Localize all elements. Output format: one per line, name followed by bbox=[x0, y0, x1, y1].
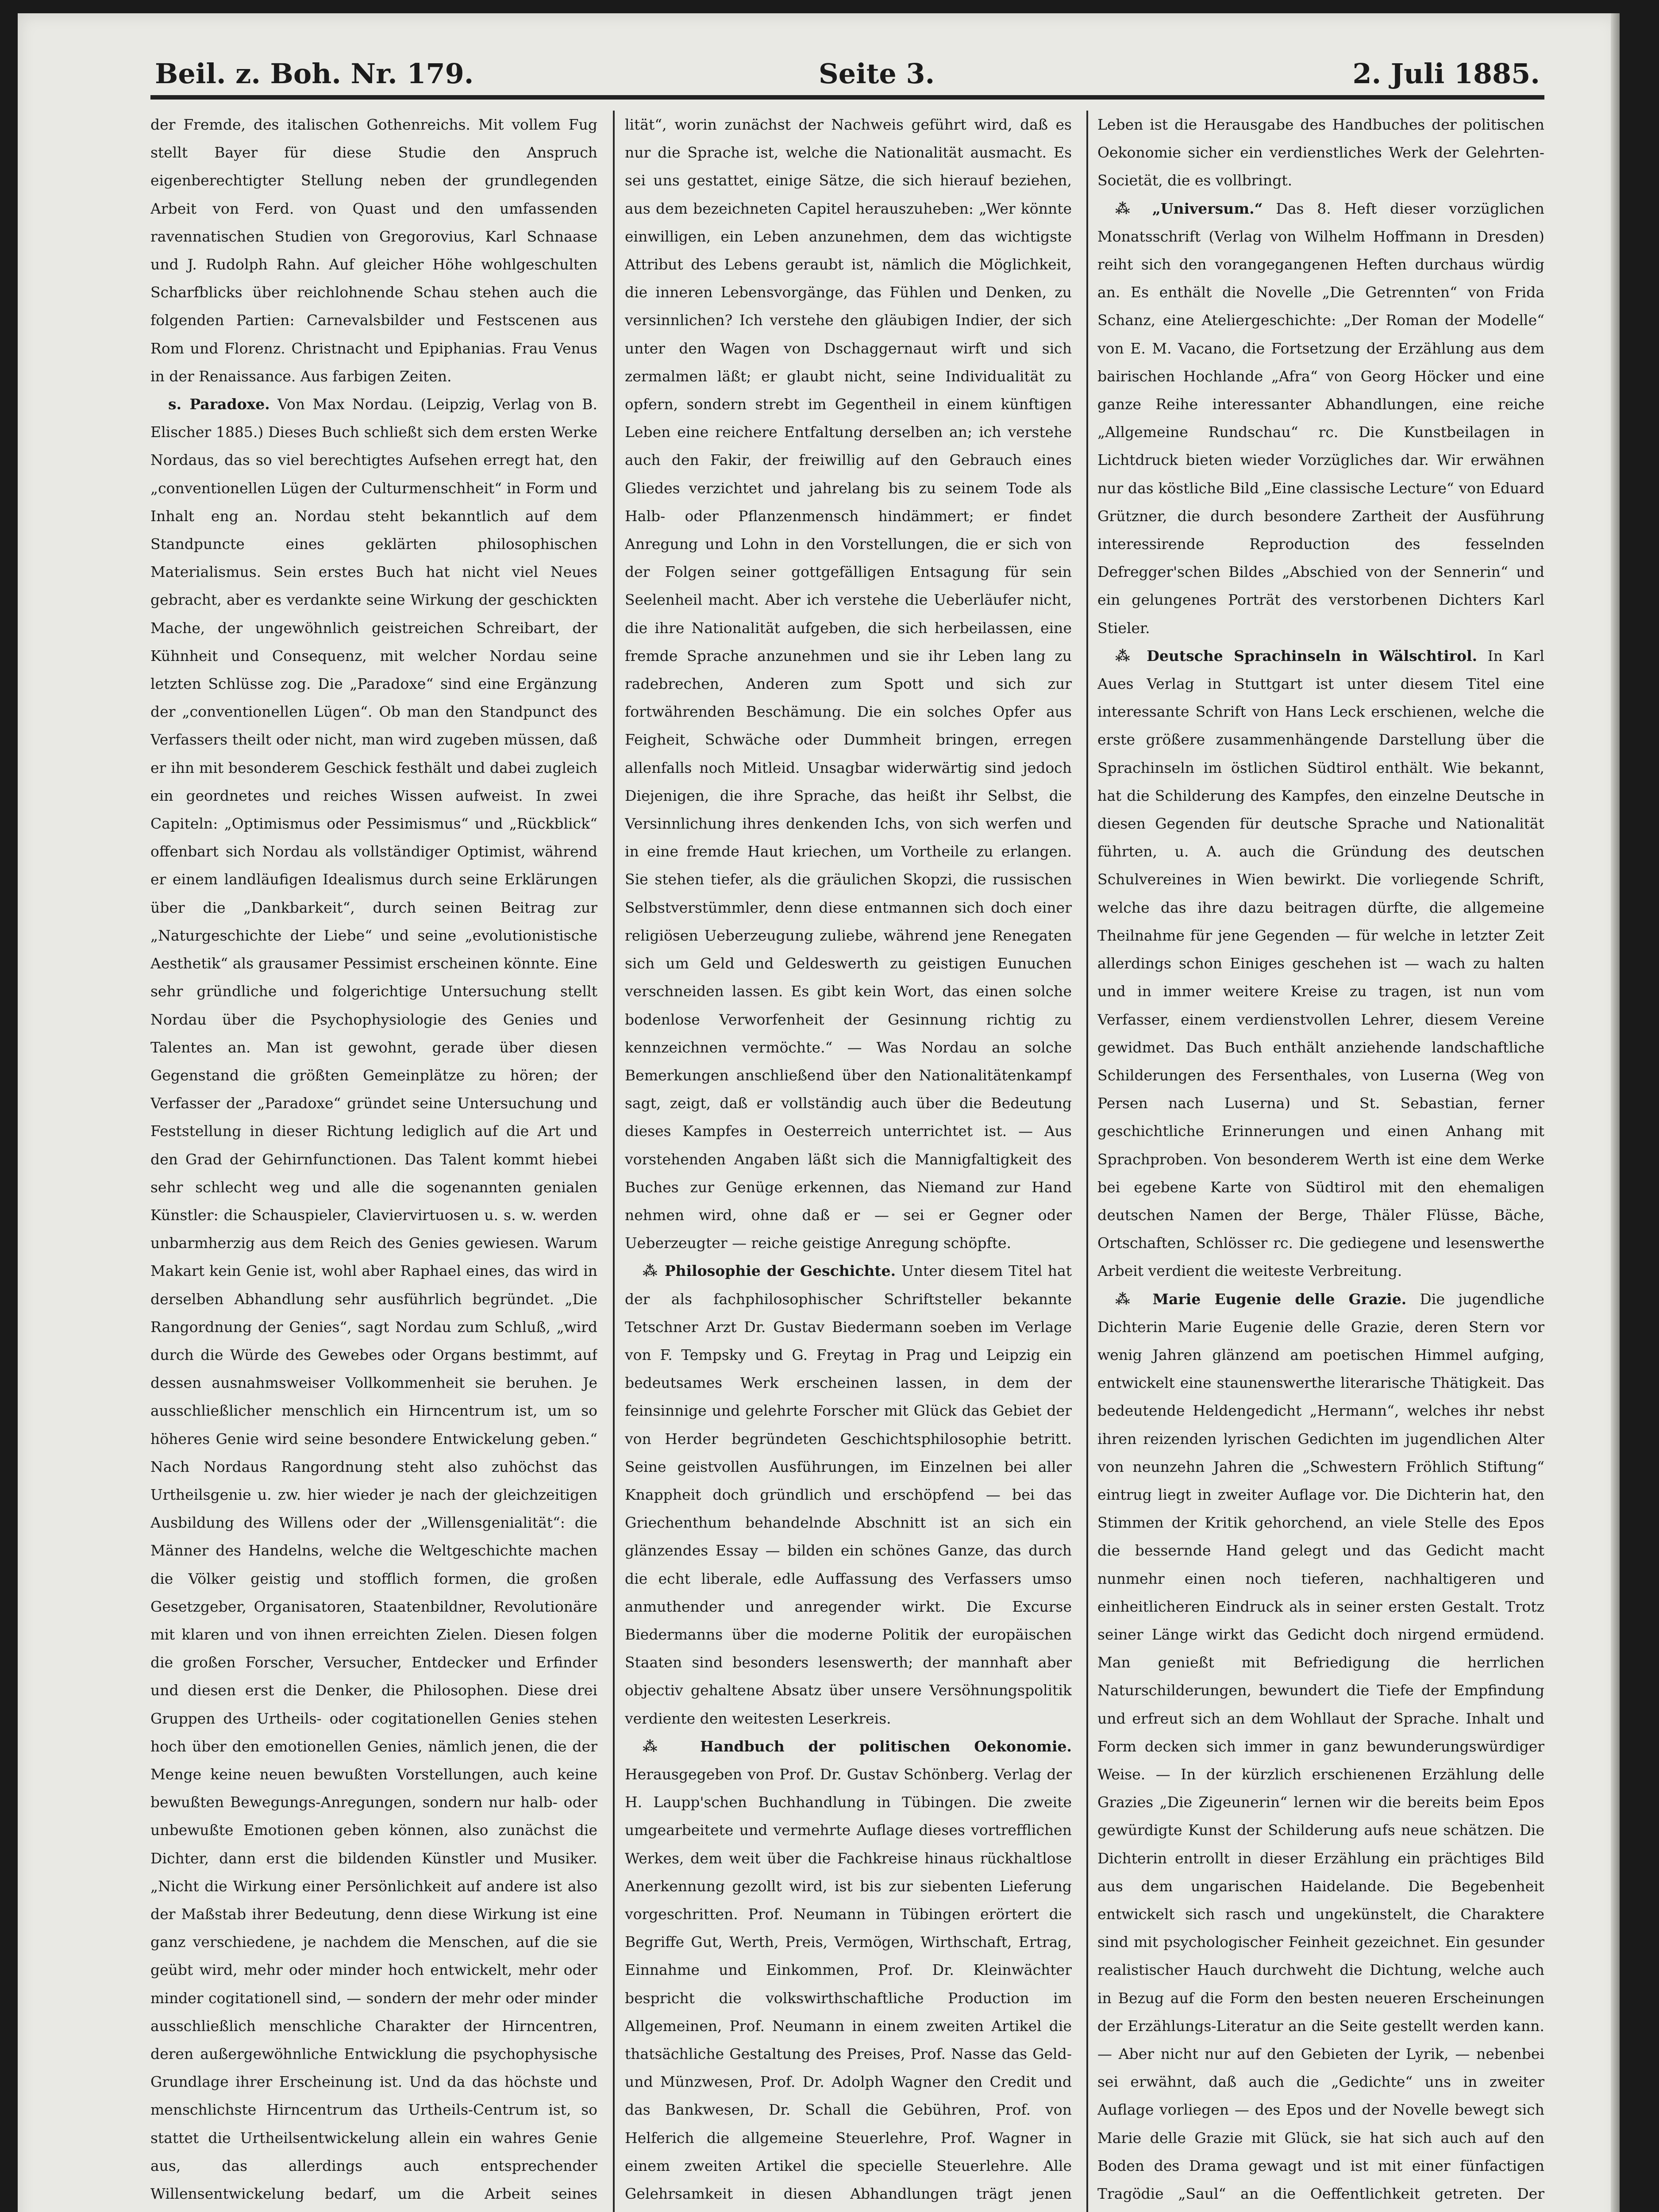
article-paragraph bbox=[1097, 195, 1544, 642]
column-2 bbox=[625, 111, 1072, 2212]
header-page-number: Seite 3. bbox=[819, 58, 935, 90]
article-text: lität“, worin zunächst der Nachweis geführt wird, daß es nur die Sprache ist, welche die Nationalität ausmacht. Es sei uns gestattet, einige Sätze, die sich hierauf beziehen, aus dem bezeichneten Capitel herauszuheben: „Wer könnte einwilligen, ein Leben anzunehmen, dem das wichtigste Attribut des Lebens geraubt ist, nämlich die Möglichkeit, die inneren Lebensvorgänge, das Fühlen und Denken, zu versinnlichen? Ich verstehe den gläubigen Indier, der sich unter den Wagen von Dschaggernaut wirft und sich zermalmen läßt; er glaubt nicht, seine Individualität zu opfern, sondern strebt im Gegentheil in einem künftigen Leben eine reichere Entfaltung derselben an; ich verstehe auch den Fakir, der freiwillig auf den Gebrauch eines Gliedes verzichtet und jahrelang bis zu seinem Tode als Halb- oder Pflanzenmensch hindämmert; er findet Anregung und Lohn in den Vorstellungen, die er sich von der Folgen seiner gottgefälligen Entsagung für sein Seelenheil macht. Aber ich verstehe die Ueberläufer nicht, die ihre Nationalität aufgeben, die sich herbeilassen, eine fremde Sprache anzunehmen und sie ihr Leben lang zu radebrechen, Anderen zum Spott und sich zur fortwährenden Beschämung. Die ein solches Opfer aus Feigheit, Schwäche oder Dummheit bringen, erregen allenfalls noch Mitleid. Unsagbar widerwärtig sind jedoch Diejenigen, die ihre Sprache, das heißt ihr Selbst, die Versinnlichung ihres denkenden Ichs, von sich werfen und in eine fremde Haut kriechen, um Vortheile zu erlangen. Sie stehen tiefer, als die gräulichen Skopzi, die russischen Selbstverstümmler, denn diese entmannen sich doch einer religiösen Ueberzeugung zuliebe, während jene Renegaten sich um Geld und Geldeswerth zu geistigen Eunuchen verschneiden lassen. Es gibt kein Wort, das einen solche bodenlose Verworfenheit der Gesinnung richtig zu kennzeichnen vermöchte.“ — Was Nordau an solche Bemerkungen anschließend über den Nationalitätenkampf sagt, zeigt, daß er vollständig auch über die Bedeutung dieses Kampfes in Oesterreich unterrichtet ist. — Aus vorstehenden Angaben läßt sich die Mannigfaltigkeit des Buches zur Genüge erkennen, das Niemand zur Hand nehmen wird, ohne daß er — sei er Gegner oder Ueberzeugter — reiche geistige Anregung schöpfte. bbox=[625, 116, 1072, 1252]
column-1 bbox=[150, 111, 597, 2212]
article-paragraph bbox=[150, 111, 597, 390]
article-paragraph bbox=[150, 390, 597, 2212]
article-title: ⁂ Deutsche Sprachinseln in Wälschtirol. bbox=[1115, 647, 1478, 664]
column-divider-2 bbox=[1086, 111, 1088, 2212]
header-rule bbox=[150, 95, 1544, 100]
article-paragraph bbox=[1097, 642, 1544, 1285]
article-text: der Fremde, des italischen Gothenreichs. Mit vollem Fug stellt Bayer für diese Studie den Anspruch eigenberechtigter Stellung neben der grundlegenden Arbeit von Ferd. von Quast und den umfassenden ravennatischen Studien von Gregorovius, Karl Schnaase und J. Rudolph Rahn. Auf gleicher Höhe wohlgeschulten Scharfblicks über reichlohnende Schau stehen auch die folgenden Partien: Carnevalsbilder und Festscenen aus Rom und Florenz. Christnacht und Epiphanias. Frau Venus in der Renaissance. Aus farbigen Zeiten. bbox=[150, 116, 597, 385]
article-text: Leben ist die Herausgabe des Handbuches der politischen Oekonomie sicher ein verdienstliches Werk der Gelehrten-Societät, die es vollbringt. bbox=[1097, 116, 1544, 189]
article-title: s. Paradoxe. bbox=[168, 396, 270, 413]
column-3 bbox=[1097, 111, 1544, 2212]
article-text: Herausgegeben von Prof. Dr. Gustav Schönberg. Verlag der H. Laupp'schen Buchhandlung in Tübingen. Die zweite umgearbeitete und vermehrte Auflage dieses vortrefflichen Werkes, dem weit über die Fachkreise hinaus rückhaltlose Anerkennung gezollt wird, ist bis zur siebenten Lieferung vorgeschritten. Prof. Neumann in Tübingen erörtert die Begriffe Gut, Werth, Preis, Vermögen, Wirthschaft, Ertrag, Einnahme und Einkommen, Prof. Dr. Kleinwächter bespricht die volkswirthschaftliche Production im Allgemeinen, Prof. Neumann in einem zweiten Artikel die thatsächliche Gestaltung des Preises, Prof. Nasse das Geld- und Münzwesen, Prof. Dr. Adolph Wagner den Credit und das Bankwesen, Dr. Schall die Gebühren, Prof. von Helferich die allgemeine Steuerlehre, Prof. Wagner in einem zweiten Artikel die specielle Steuerlehre. Alle Gelehrsamkeit in diesen Abhandlungen trägt jenen bbox=[625, 1765, 1072, 2203]
article-text: In Karl Aues Verlag in Stuttgart ist unter diesem Titel eine interessante Schrift von Hans Leck erschienen, welche die erste größere zusammenhängende Darstellung über die Sprachinseln im östlichen Südtirol enthält. Wie bekannt, hat die Schilderung des Kampfes, den einzelne Deutsche in diesen Gegenden für deutsche Sprache und Nationalität führten, u. A. auch die Gründung des deutschen Schulvereines in Wien bewirkt. Die vorliegende Schrift, welche das ihre dazu beitragen dürfte, die allgemeine Theilnahme für jene Gegenden — für welche in letzter Zeit allerdings schon Einiges geschehen ist — wach zu halten und in immer weitere Kreise zu tragen, ist nun vom Verfasser, einem verdienstvollen Lehrer, diesem Vereine gewidmet. Das Buch enthält anziehende landschaftliche Schilderungen des Fersenthales, von Luserna (Weg von Persen nach Luserna) und St. Sebastian, ferner geschichtliche Erinnerungen und einen Anhang mit Sprachproben. Von besonderem Werth ist eine dem Werke bei egebene Karte von Südtirol mit den ehemaligen deutschen Namen der Berge, Thäler Flüsse, Bäche, Ortschaften, Schlösser rc. Die gediegene und lesenswerthe Arbeit verdient die weiteste Verbreitung. bbox=[1097, 647, 1544, 1280]
article-text: Unter diesem Titel hat der als fachphilosophischer Schriftsteller bekannte Tetschner Arzt Dr. Gustav Biedermann soeben im Verlage von F. Tempsky und G. Freytag in Prag und Leipzig ein bedeutsames Werk erscheinen lassen, in dem der feinsinnige und gelehrte Forscher mit Glück das Gebiet der von Herder begründeten Geschichtsphilosophie betritt. Seine geistvollen Ausführungen, im Einzelnen bei aller Knappheit doch gründlich und erschöpfend — bei das Griechenthum behandelnde Abschnitt ist an sich ein glänzendes Essay — bilden ein schönes Ganze, das durch die echt liberale, edle Auffassung des Verfassers umso anmuthender und anregender wirkt. Die Excurse Biedermanns über die moderne Politik der europäischen Staaten sind besonders lesenswerth; der mannhaft aber objectiv gehaltene Absatz über unsere Versöhnungspolitik verdiente den weitesten Leserkreis. bbox=[625, 1262, 1072, 1727]
article-text: Das 8. Heft dieser vorzüglichen Monatsschrift (Verlag von Wilhelm Hoffmann in Dresden) reiht sich den vorangegangenen Heften durchaus würdig an. Es enthält die Novelle „Die Getrennten“ von Frida Schanz, eine Ateliergeschichte: „Der Roman der Modelle“ von E. M. Vacano, die Fortsetzung der Erzählung aus dem bairischen Hochlande „Afra“ von Georg Höcker und eine ganze Reihe interessanter Abhandlungen, eine reiche „Allgemeine Rundschau“ rc. Die Kunstbeilagen in Lichtdruck bieten wieder Vorzügliches dar. Wir erwähnen nur das köstliche Bild „Eine classische Lecture“ von Eduard Grützner, die durch besondere Zartheit der Ausführung interessirende Reproduction des fesselnden Defregger'schen Bildes „Abschied von der Sennerin“ und ein gelungenes Porträt des verstorbenen Dichters Karl Stieler. bbox=[1097, 200, 1544, 637]
article-title: ⁂ „Universum.“ bbox=[1115, 200, 1263, 217]
article-title: ⁂ Handbuch der politischen Oekonomie. bbox=[643, 1737, 1072, 1755]
page-header bbox=[155, 49, 1540, 88]
article-paragraph bbox=[625, 1732, 1072, 2212]
article-paragraph bbox=[625, 111, 1072, 1257]
column-divider-1 bbox=[613, 111, 615, 2212]
article-text: Von Max Nordau. (Leipzig, Verlag von B. Elischer 1885.) Dieses Buch schließt sich dem ersten Werke Nordaus, das so viel berechtigtes Aufsehen erregt hat, den „conventionellen Lügen der Culturmenschheit“ in Form und Inhalt eng an. Nordau steht bekanntlich auf dem Standpuncte eines geklärten philosophischen Materialismus. Sein erstes Buch hat nicht viel Neues gebracht, aber es verdankte seine Wirkung der geschickten Mache, der ungewöhnlich geistreichen Schreibart, der Kühnheit und Consequenz, mit welcher Nordau seine letzten Schlüsse zog. Die „Paradoxe“ sind eine Ergänzung der „conventionellen Lügen“. Ob man den Standpunct des Verfassers theilt oder nicht, man wird zugeben müssen, daß er ihn mit besonderem Geschick festhält und dabei zugleich ein geordnetes und reiches Wissen aufweist. In zwei Capiteln: „Optimismus oder Pessimismus“ und „Rückblick“ offenbart sich Nordau als vollständiger Optimist, während er einem landläufigen Idealismus durch seine Erklärungen über die „Dankbarkeit“, durch seinen Beitrag zur „Naturgeschichte der Liebe“ und seine „evolutionistische Aesthetik“ als grausamer Pessimist erscheinen könnte. Eine sehr gründliche und folgerichtige Untersuchung stellt Nordau über die Psychophysiologie des Genies und Talentes an. Man ist gewohnt, gerade über diesen Gegenstand die größten Gemeinplätze zu hören; der Verfasser der „Paradoxe“ gründet seine Untersuchung und Feststellung in dieser Richtung lediglich auf die Art und den Grad der Gehirnfunctionen. Das Talent kommt hiebei sehr schlecht weg und alle die sogenannten genialen Künstler: die Schauspieler, Claviervirtuosen u. s. w. werden unbarmherzig aus dem Reich des Genies gewiesen. Warum Makart kein Genie ist, wohl aber Raphael eines, das wird in derselben Abhandlung sehr ausführlich begründet. „Die Rangordnung der Genies“, sagt Nordau zum Schluß, „wird durch die Würde des Gewebes oder Organs bestimmt, auf dessen ausnahmsweiser Vollkommenheit sie beruhen. Je ausschließlicher menschlich ein Hirncentrum ist, um so höheres Genie wird seine besondere Entwickelung geben.“ Nach Nordaus Rangordnung steht also zuhöchst das Urtheilsgenie u. zw. hier wieder je nach der gleichzeitigen Ausbildung des Willens oder der „Willensgenialität“: die Männer des Handelns, welche die Weltgeschichte machen die Völker geistig und stofflich formen, die großen Gesetzgeber, Organisatoren, Staatenbildner, Revolutionäre mit klaren und von ihnen erreichten Zielen. Diesen folgen die großen Forscher, Versucher, Entdecker und Erfinder und diesen erst die Denker, die Philosophen. Diese drei Gruppen des Urtheils- oder cogitationellen Genies stehen hoch über den emotionellen Genies, nämlich jenen, die der Menge keine neuen bewußten Vorstellungen, auch keine bewußten Bewegungs-Anregungen, sondern nur halb- oder unbewußte Emotionen geben können, also zunächst die Dichter, dann erst die bildenden Künstler und Musiker. „Nicht die Wirkung einer Persönlichkeit auf andere ist also der Maßstab ihrer Bedeutung, denn diese Wirkung ist eine ganz verschiedene, je nachdem die Menschen, auf die sie geübt wird, mehr oder minder hoch entwickelt, mehr oder minder cogitationell sind, — sondern der mehr oder minder ausschließlich menschliche Charakter der Hirncentren, deren außergewöhnliche Entwicklung die psychophysische Grundlage ihrer Erscheinung ist. Und da das höchste und menschlichste Hirncentrum das Urtheils-Centrum ist, so stattet die Urtheilsentwickelung allein ein wahres Genie aus, das allerdings auch entsprechender Willensentwickelung bedarf, um die Arbeit seines bbox=[150, 396, 597, 2203]
article-text: Die jugendliche Dichterin Marie Eugenie delle Grazie, deren Stern vor wenig Jahren glänzend am poetischen Himmel aufging, entwickelt eine staunenswerthe literarische Thätigkeit. Das bedeutende Heldengedicht „Hermann“, welches ihr nebst ihren reizenden lyrischen Gedichten im jugendlichen Alter von neunzehn Jahren die „Schwestern Fröhlich Stiftung“ eintrug liegt in zweiter Auflage vor. Die Dichterin hat, den Stimmen der Kritik gehorchend, an viele Stelle des Epos die bessernde Hand gelegt und das Gedicht macht nunmehr einen noch tieferen, nachhaltigeren und einheitlicheren Eindruck als in seiner ersten Gestalt. Trotz seiner Länge wirkt das Gedicht doch nirgend ermüdend. Man genießt mit Befriedigung die herrlichen Naturschilderungen, bewundert die Tiefe der Empfindung und erfreut sich an dem Wohllaut der Sprache. Inhalt und Form decken sich immer in ganz bewunderungswürdiger Weise. — In der kürzlich erschienenen Erzählung delle Grazies „Die Zigeunerin“ lernen wir die bereits beim Epos gewürdigte Kunst der Schilderung aufs neue schätzen. Die Dichterin entrollt in dieser Erzählung ein prächtiges Bild aus dem ungarischen Haidelande. Die Begebenheit entwickelt sich rasch und ungekünstelt, die Charaktere sind mit psychologischer Feinheit gezeichnet. Ein gesunder realistischer Hauch durchweht die Dichtung, welche auch in Bezug auf die Form den besten neueren Erscheinungen der Erzählungs-Literatur an die Seite gestellt werden kann. — Aber nicht nur auf den Gebieten der Lyrik, — nebenbei sei erwähnt, daß auch die „Gedichte“ uns in zweiter Auflage vorliegen — des Epos und der Novelle bewegt sich Marie delle Grazie mit Glück, sie hat sich auch auf den Boden des Drama gewagt und ist mit einer fünfactigen Tragödie „Saul“ an die Oeffentlichkeit getreten. Der bbox=[1097, 1290, 1544, 2203]
article-title: ⁂ Philosophie der Geschichte. bbox=[643, 1262, 896, 1280]
article-paragraph bbox=[1097, 111, 1544, 195]
article-paragraph bbox=[1097, 1285, 1544, 2212]
article-title: ⁂ Marie Eugenie delle Grazie. bbox=[1115, 1290, 1407, 1308]
article-paragraph bbox=[625, 1257, 1072, 1732]
page-edge bbox=[1611, 13, 1620, 2212]
header-issue: Beil. z. Boh. Nr. 179. bbox=[155, 58, 474, 90]
header-date: 2. Juli 1885. bbox=[1352, 58, 1540, 90]
